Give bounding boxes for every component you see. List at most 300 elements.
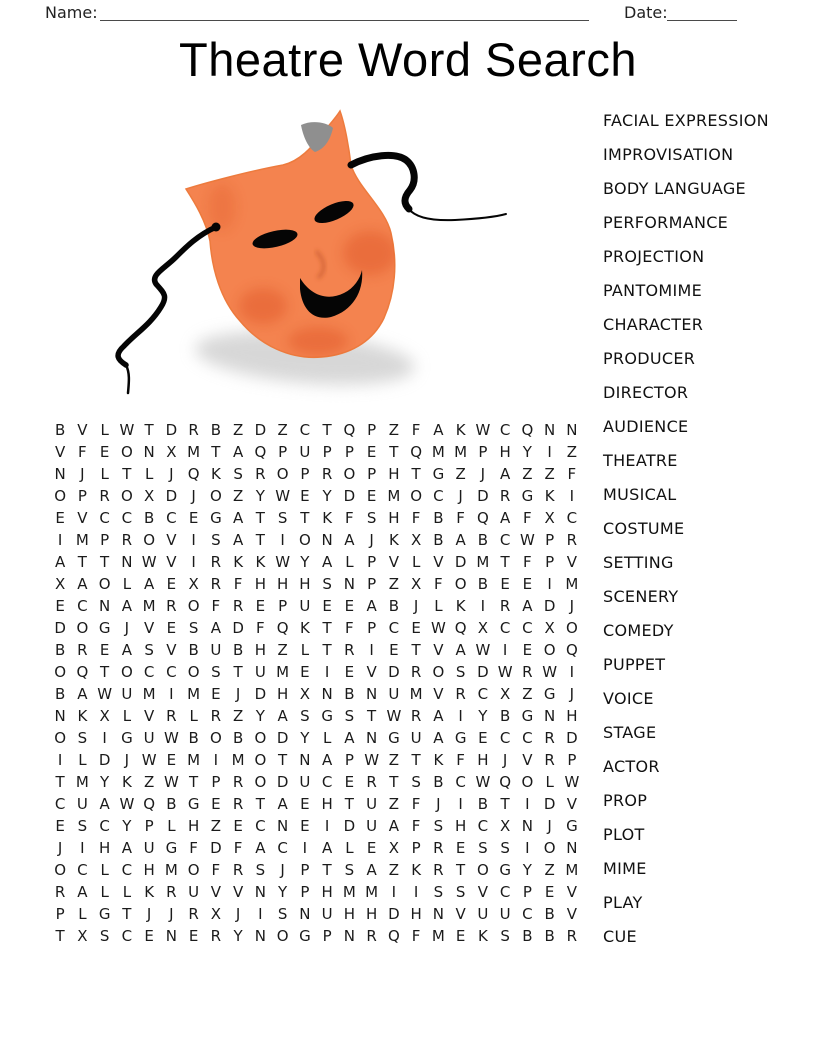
grid-cell: J [502,751,508,769]
grid-cell: Z [143,773,155,791]
grid-cell: Z [455,465,466,483]
grid-cell: E [478,729,488,747]
grid-cell: X [477,619,489,637]
grid-cell: T [122,905,132,923]
grid-cell: W [475,773,491,791]
grid-cell: M [142,597,156,615]
word-item: MIME [603,859,647,878]
grid-cell: T [389,443,399,461]
grid-cell: J [569,597,575,615]
grid-cell: I [480,597,486,615]
grid-cell: E [188,927,199,945]
grid-cell: D [543,795,556,813]
grid-cell: J [369,531,374,549]
grid-cell: R [210,707,222,725]
grid-cell: V [166,531,177,549]
grid-cell: Q [454,619,467,637]
grid-cell: A [366,597,377,615]
grid-cell: U [76,795,88,813]
grid-cell: P [278,443,288,461]
grid-cell: H [410,905,422,923]
grid-cell: S [144,641,154,659]
grid-cell: T [100,663,110,681]
grid-cell: A [455,531,466,549]
grid-cell: I [391,883,397,901]
grid-cell: F [523,509,532,527]
grid-cell: A [121,597,132,615]
grid-cell: S [77,729,88,747]
grid-cell: P [300,465,310,483]
grid-cell: O [432,663,445,681]
grid-cell: F [233,575,243,593]
word-item: SETTING [603,553,674,572]
grid-cell: M [75,531,89,549]
grid-cell: J [436,795,441,813]
grid-cell: G [521,487,534,505]
grid-cell: T [322,861,332,879]
grid-cell: P [300,861,310,879]
grid-cell: H [98,839,111,857]
grid-cell: T [300,509,310,527]
grid-cell: N [544,707,556,725]
grid-cell: F [78,443,87,461]
grid-cell: A [232,531,244,549]
grid-cell: H [143,861,155,879]
grid-cell: R [188,421,199,439]
grid-cell: Q [565,641,578,659]
grid-cell: J [124,619,130,637]
grid-cell: C [433,487,444,505]
grid-cell: P [322,927,332,945]
grid-cell: G [121,729,133,747]
grid-cell: F [434,575,443,593]
grid-cell: C [277,839,288,857]
grid-cell: W [275,553,291,571]
word-item: SCENERY [603,587,679,606]
grid-cell: G [454,729,467,747]
grid-cell: G [543,685,556,703]
grid-cell: G [299,927,311,945]
word-item: STAGE [603,723,657,742]
grid-cell: N [566,421,578,439]
grid-cell: S [366,509,377,527]
grid-cell: E [166,575,177,593]
grid-cell: E [544,883,555,901]
grid-cell: V [433,685,444,703]
grid-cell: C [321,773,333,791]
grid-cell: Y [233,927,243,945]
grid-cell: W [430,619,446,637]
grid-cell: Q [343,421,356,439]
grid-cell: A [232,509,244,527]
grid-cell: Z [522,465,533,483]
grid-cell: T [255,509,265,527]
grid-cell: R [255,465,266,483]
grid-cell: R [232,861,244,879]
grid-cell: O [209,729,222,747]
grid-cell: L [122,575,132,593]
grid-cell: L [100,883,109,901]
grid-cell: L [122,707,132,725]
grid-cell: L [78,751,87,769]
grid-cell: H [343,905,356,923]
grid-cell: L [300,641,310,659]
grid-cell: V [566,795,577,813]
grid-cell: M [142,685,156,703]
grid-cell: D [343,817,356,835]
grid-cell: H [187,817,200,835]
grid-cell: R [499,487,511,505]
grid-cell: S [255,861,266,879]
grid-cell: E [166,751,177,769]
grid-cell: V [566,905,577,923]
grid-cell: A [321,751,333,769]
grid-cell: W [275,487,291,505]
grid-cell: N [299,751,311,769]
grid-cell: J [413,597,419,615]
word-item: PLAY [603,893,643,912]
grid-cell: O [98,575,111,593]
grid-cell: I [369,641,374,659]
grid-cell: P [367,421,377,439]
grid-cell: O [543,641,556,659]
grid-cell: T [233,663,243,681]
grid-cell: T [500,553,510,571]
grid-cell: P [545,531,555,549]
grid-cell: I [525,839,530,857]
grid-cell: H [454,817,467,835]
grid-cell: Z [232,487,244,505]
grid-cell: O [343,465,356,483]
grid-cell: Y [522,443,532,461]
page-title: Theatre Word Search [179,33,637,86]
grid-cell: I [324,663,330,681]
grid-cell: L [167,817,176,835]
grid-cell: S [277,905,288,923]
grid-cell: M [409,685,423,703]
grid-cell: C [77,597,88,615]
grid-cell: Y [255,487,265,505]
grid-cell: A [499,465,511,483]
grid-cell: A [277,795,288,813]
grid-cell: A [321,839,333,857]
grid-cell: O [565,619,578,637]
grid-cell: B [499,707,511,725]
grid-cell: H [321,795,333,813]
grid-cell: K [455,421,466,439]
grid-cell: O [187,861,200,879]
grid-cell: P [344,443,354,461]
word-item: PUPPET [603,655,666,674]
grid-cell: O [143,531,156,549]
grid-cell: O [54,663,67,681]
grid-cell: T [367,707,377,725]
grid-cell: J [235,685,241,703]
grid-cell: R [166,707,177,725]
grid-cell: U [321,905,333,923]
grid-cell: C [499,883,511,901]
grid-cell: Q [187,465,200,483]
grid-cell: K [121,773,132,791]
grid-cell: T [55,927,65,945]
grid-cell: X [166,443,177,461]
grid-cell: C [121,509,133,527]
grid-cell: E [55,509,65,527]
grid-cell: X [143,487,155,505]
grid-cell: X [299,685,311,703]
grid-cell: H [477,751,489,769]
grid-cell: E [300,795,310,813]
grid-cell: R [188,905,199,923]
grid-cell: D [343,487,356,505]
grid-cell: F [345,509,354,527]
grid-cell: P [144,817,154,835]
grid-cell: S [344,861,355,879]
grid-cell: N [54,465,66,483]
grid-cell: V [366,663,377,681]
grid-cell: B [188,729,199,747]
grid-cell: O [54,861,67,879]
grid-cell: C [99,509,110,527]
grid-cell: G [432,465,445,483]
grid-cell: H [276,685,289,703]
grid-cell: U [143,729,155,747]
grid-cell: J [169,465,174,483]
grid-cell: U [366,795,378,813]
grid-cell: U [388,685,400,703]
grid-cell: G [566,817,578,835]
grid-cell: P [211,773,221,791]
grid-cell: A [54,553,66,571]
grid-cell: A [499,509,511,527]
grid-cell: F [567,465,577,483]
grid-cell: U [410,729,422,747]
grid-cell: T [389,773,399,791]
grid-cell: I [191,531,196,549]
grid-cell: N [299,905,311,923]
grid-cell: A [522,597,533,615]
grid-cell: C [522,905,533,923]
grid-cell: S [411,773,421,791]
grid-cell: I [280,531,285,549]
grid-cell: A [433,421,444,439]
grid-cell: Z [388,795,400,813]
grid-cell: C [522,729,533,747]
grid-cell: O [120,443,133,461]
grid-cell: F [456,751,465,769]
grid-cell: B [522,927,533,945]
grid-cell: T [278,751,288,769]
grid-cell: A [77,883,88,901]
grid-cell: R [566,927,578,945]
grid-cell: S [344,707,355,725]
grid-cell: M [476,553,490,571]
grid-cell: J [191,487,196,505]
grid-cell: T [144,421,154,439]
grid-cell: S [500,839,510,857]
grid-cell: V [143,619,155,637]
grid-cell: O [187,597,200,615]
grid-cell: E [55,817,65,835]
grid-cell: D [477,487,489,505]
grid-cell: T [77,553,87,571]
grid-cell: E [344,663,355,681]
grid-cell: P [411,839,421,857]
grid-cell: B [477,575,489,593]
grid-cell: X [54,575,66,593]
grid-cell: E [166,619,177,637]
grid-cell: Y [322,487,332,505]
grid-cell: E [55,597,65,615]
grid-cell: A [344,729,355,747]
grid-cell: T [100,553,110,571]
grid-cell: I [258,905,263,923]
grid-cell: I [191,553,196,571]
grid-cell: X [544,509,555,527]
grid-cell: X [499,817,511,835]
grid-cell: A [77,685,88,703]
grid-cell: I [569,487,575,505]
grid-cell: A [344,531,355,549]
grid-cell: F [233,839,243,857]
word-item: PROJECTION [603,247,705,266]
grid-cell: D [276,729,289,747]
grid-cell: A [210,619,221,637]
grid-cell: R [54,883,66,901]
grid-cell: X [77,927,88,945]
grid-cell: J [169,905,174,923]
grid-cell: N [521,817,533,835]
grid-cell: E [188,509,199,527]
grid-cell: A [77,575,88,593]
grid-cell: E [300,663,310,681]
grid-cell: B [433,531,444,549]
word-item: THEATRE [603,451,678,470]
grid-cell: R [210,575,222,593]
grid-cell: V [388,553,399,571]
grid-cell: B [166,795,177,813]
grid-cell: Y [300,553,310,571]
grid-cell: T [500,795,510,813]
grid-cell: R [544,729,555,747]
grid-cell: C [143,663,155,681]
grid-cell: F [211,861,221,879]
date-label: Date: [624,3,668,22]
grid-cell: I [57,751,63,769]
grid-cell: A [388,817,399,835]
grid-cell: T [344,795,354,813]
grid-cell: R [99,487,110,505]
grid-cell: V [232,883,244,901]
grid-cell: M [454,443,468,461]
grid-cell: P [322,443,332,461]
grid-cell: D [276,773,289,791]
grid-cell: I [413,883,419,901]
grid-cell: A [121,641,132,659]
grid-cell: N [343,927,355,945]
grid-cell: B [210,421,222,439]
grid-cell: T [456,861,466,879]
grid-cell: L [411,553,421,571]
grid-cell: W [564,773,580,791]
grid-cell: O [254,773,267,791]
word-item: AUDIENCE [603,417,689,436]
grid-cell: N [277,817,289,835]
grid-cell: F [411,421,421,439]
grid-cell: X [388,839,400,857]
grid-cell: U [121,685,133,703]
grid-cell: B [143,509,155,527]
grid-cell: J [124,751,130,769]
grid-cell: G [210,509,222,527]
letter-grid [49,419,583,947]
grid-cell: D [566,729,578,747]
grid-cell: B [544,905,555,923]
grid-cell: E [144,927,154,945]
grid-cell: M [565,861,579,879]
grid-cell: B [344,685,355,703]
grid-cell: V [143,707,155,725]
grid-cell: T [322,641,332,659]
grid-cell: S [233,465,243,483]
grid-cell: P [567,751,577,769]
grid-cell: R [522,663,533,681]
grid-cell: X [544,619,555,637]
grid-cell: K [411,861,422,879]
grid-cell: I [547,443,552,461]
grid-cell: J [80,465,85,483]
word-item: PANTOMIME [603,281,703,300]
comedy-mask-illustration [100,103,540,403]
grid-cell: I [525,795,530,813]
grid-cell: Q [76,663,89,681]
grid-cell: N [366,729,378,747]
grid-cell: R [566,531,578,549]
grid-cell: B [232,729,244,747]
grid-cell: T [411,465,421,483]
grid-cell: G [499,861,511,879]
grid-cell: U [477,905,489,923]
grid-cell: E [500,575,510,593]
grid-cell: T [255,795,265,813]
grid-cell: S [455,663,466,681]
grid-cell: W [97,685,113,703]
grid-cell: E [344,597,355,615]
grid-cell: H [276,575,289,593]
grid-cell: Z [388,861,400,879]
grid-cell: L [345,839,354,857]
name-label: Name: [45,3,98,22]
grid-cell: A [99,795,110,813]
grid-cell: H [254,575,267,593]
grid-cell: D [254,421,267,439]
grid-cell: N [544,421,556,439]
grid-cell: P [367,465,377,483]
grid-cell: D [98,751,111,769]
grid-cell: K [433,751,444,769]
grid-cell: S [433,883,444,901]
grid-cell: R [499,597,511,615]
grid-cell: V [433,641,444,659]
name-blank-line [100,0,589,21]
grid-cell: N [254,927,266,945]
grid-cell: O [76,619,89,637]
grid-cell: F [411,817,421,835]
grid-cell: W [386,707,402,725]
grid-cell: S [478,839,488,857]
grid-cell: V [566,883,577,901]
grid-cell: X [188,575,199,593]
